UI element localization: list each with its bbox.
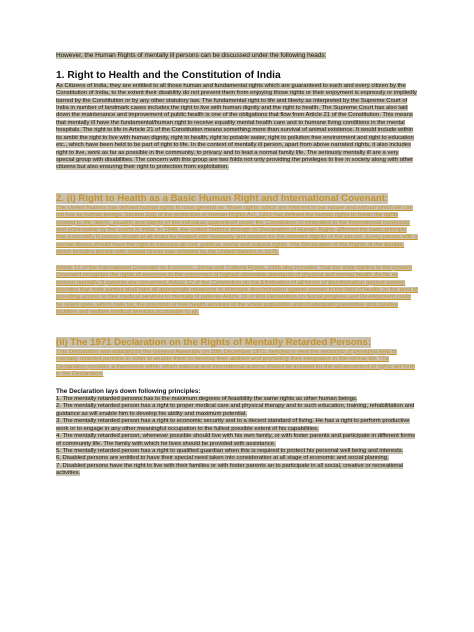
principle-text: 3. The mentally retarded person has a right to economic security and to a decent standard of living. He has a right to perform productive work or to engage in any other meaningful occupation to the fullest possible extent of his capabilities. — [56, 418, 410, 432]
principle-text: 6. Disabled persons are entitled to have their special need taken into consideration at all stage of economic and social planning. — [56, 455, 389, 462]
section-1-heading — [56, 70, 418, 82]
principles-list — [56, 396, 418, 478]
section-2-paragraph-2 — [56, 265, 418, 317]
section-2-heading-text: 2. (i) Right to Health as a Basic Human Right and International Covenant: — [56, 192, 389, 204]
section-1-paragraph — [56, 83, 418, 172]
principles-title-text: The Declaration lays down following principles: — [56, 388, 201, 396]
principle-item — [56, 418, 418, 433]
section-2-body-2: Article 12 of the International Covenant on Economic, Social and Cultural Rights, 1966 also provides "that the state parties to the present Covenant recognize the rights of everyone to the enjoyment of highest attainable standards of physical and mental health. As far as women mentally ill patients are concerned, Article 12 of the Convention on the Elimination of all forms of discrimination against women provides that state parties shall take all appropriate measures to eliminate discrimination against women in the field of health. In the area of providing access to free medical services to mentally ill patients Article 19 of 969 Declaration on Social progress and Development could be relied upon, which calls for, the provision of free health services of the whole population and of adequate preventive and curative facilities and welfare medical services accessible to all. — [56, 264, 418, 316]
section-3-paragraph — [56, 349, 418, 379]
principle-item — [56, 403, 418, 418]
section-3-body: This Declaration was adopted by the General Assembly on 20th December 1971, keeping in view the necessity of providing help to mentally retarded persons in order to enable them to develop their abilities and promoting their integration in the normal life. The Declaration provides a framework within which national and international actions should be initiated for the advancement of rights set forth in the Declaration. — [56, 348, 415, 377]
principles-title — [56, 388, 418, 396]
section-1-body: As Citizens of India, they are entitled to all those human and fundamental rights which are guaranteed to each and every citizen by the Constitution of India, to the extent their disability do not prevent them from enjoying those rights or their enjoyment is expressly or impliedly barred by the Constitution or by any other statutory law. The fundamental right to life and liberty as interpreted by the Supreme Court of India in number of landmark cases includes the right to live with human dignity and the right to health. The Supreme Court has also laid down the maintenance and improvement of public health is one of the obligations that flow from Article 21 of the Constitution. This means that mentally ill have the fundamental/human right to receive equality mental health care and to humane living conditions in the mental hospitals. The right to life in Article 21 of the Constitution means something more than survival of animal existence. It would include within its ambit the right to live with human dignity, right to health, right to potable water, right to pollution free environment and right to education etc., which have been held to be part of right to life. In the context of mentally ill person, apart from above narrated rights, it also includes right to live, work as far as possible in the community, to privacy and to lead a normal family life. The seriously mentally ill are a very special group with disabilities. The concern with this group are two folds not only providing the privileges to live in society along with other citizens but also ensuring their right to protection from exploitation. — [56, 82, 417, 171]
principle-text: 5. The mentally retarded person has a right to qualified guardian when this is required to protect his personal well being and interests. — [56, 448, 404, 455]
section-2-body-1: The United Nations has defined human rights in most general as "those rights, which are inherent in our nature and without which we can not live as human beings. Section 2(d) of the protection of Human Rights Act, 1993 has defined the human rights to mean the rights relating to life, liberty, equality and dignity of the individual guaranteed under the Constitution or embodied in the International covenants and enforceable by the courts in India. In 1948, the United Nations through its Declaration of Human Rights affirmed the basic principle that a mentally ill person should at all times be treated with humanity and respect for the inherent dignity of the person. Every person with a mental illness should have the right to exercise all civil, political, social and cultural rights. The Declaration of the Rights of the disable, which includes person with mental illness was adopted by the United Nations in 1975. — [56, 204, 418, 256]
principle-text: 1. The mentally retarded persons has to the maximum degrees of feasibility the same rights as other human beings. — [56, 396, 358, 403]
section-2-paragraph-1 — [56, 205, 418, 257]
section-2-heading — [56, 193, 418, 205]
principle-text: 4. The mentally retarded person, whenever possible should live with his own family, or with foster parents and participate in different forms of community life. The family with which he lives should be provided with assistance. — [56, 433, 416, 447]
intro-line — [56, 52, 418, 60]
principle-text: 7. Disabled persons have the right to live with their families or with foster parents an to participate in all social, creative or recreational activities. — [56, 462, 404, 477]
section-3-heading — [56, 337, 418, 349]
principle-item — [56, 455, 418, 462]
principle-item — [56, 433, 418, 448]
principle-item — [56, 463, 418, 478]
section-1-heading-text: 1. Right to Health and the Constitution of India — [56, 69, 281, 81]
principle-text: 2. The mentally retarded person has a right to proper medical care and physical therapy and to such education, training, rehabilitation and guidance as will enable him to develop his ability and maximum potential. — [56, 403, 415, 417]
section-3-heading-text: (ii) The 1971 Declaration on the Rights of Mentally Retarded Persons: — [56, 336, 372, 348]
principle-item — [56, 448, 418, 455]
intro-text: However, the Human Rights of mentally ill persons can be discussed under the following heads: — [56, 52, 327, 59]
document-content — [56, 52, 418, 478]
principle-item — [56, 396, 418, 403]
